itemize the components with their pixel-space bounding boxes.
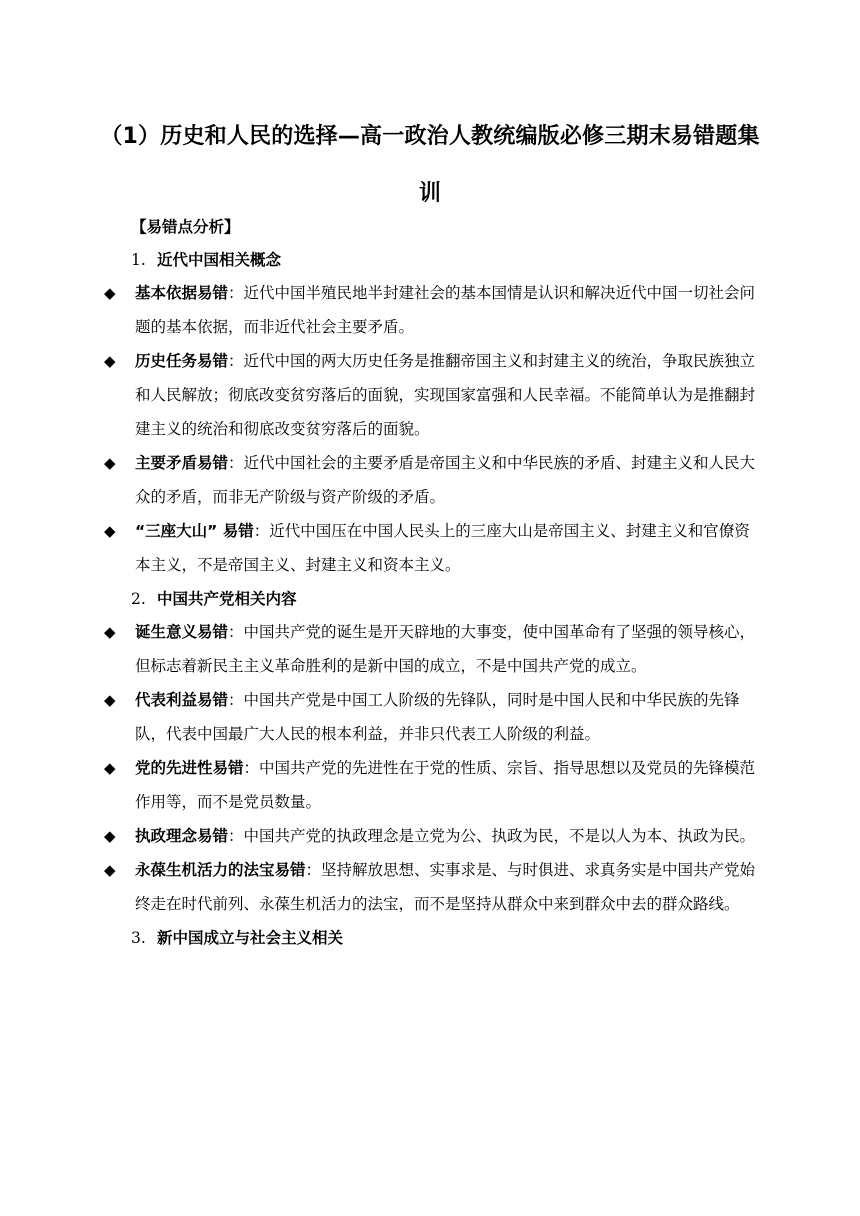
section-heading-1 [131,243,860,276]
item-label: 历史任务易错 [135,352,229,370]
diamond-bullet-icon: ◆ [104,827,116,845]
item-label: “三座大山” 易错 [135,522,254,540]
list-item [104,683,757,751]
item-label: 基本依据易错 [135,284,229,302]
item-text: ：中国共产党的诞生是开天辟地的大事变，使中国革命有了坚强的领导核心，但标志着新民主主义革命胜利的是新中国的成立，不是中国共产党的成立。 [135,623,756,675]
item-label: 主要矛盾易错 [135,454,229,472]
list-item [104,276,757,344]
diamond-bullet-icon: ◆ [104,454,116,472]
item-text: ：近代中国压在中国人民头上的三座大山是帝国主义、封建主义和官僚资本主义，不是帝国主义、封建主义和资本主义。 [135,522,750,574]
diamond-bullet-icon: ◆ [104,861,116,879]
list-item [104,819,757,853]
list-item [104,514,757,582]
section-number: 3. [131,929,146,947]
section-heading-text: 新中国成立与社会主义相关 [157,928,344,947]
list-item [104,446,757,514]
item-label: 执政理念易错 [135,827,229,845]
document-body [0,210,860,954]
list-item [104,344,757,446]
item-text: ：中国共产党的执政理念是立党为公、执政为民，不是以人为本、执政为民。 [228,827,756,845]
item-label: 党的先进性易错 [135,759,244,777]
diamond-bullet-icon: ◆ [104,691,116,709]
diamond-bullet-icon: ◆ [104,759,116,777]
item-text: ：中国共产党是中国工人阶级的先锋队，同时是中国人民和中华民族的先锋队，代表中国最广大人民的根本利益，并非只代表工人阶级的利益。 [135,691,740,743]
title-line-1: （1）历史和人民的选择—高一政治人教统编版必修三期末易错题集 [100,124,760,149]
analysis-heading: 【易错点分析】 [131,217,240,236]
section-heading-2 [131,582,860,615]
list-item [104,615,757,683]
section-heading-text: 中国共产党相关内容 [157,589,297,608]
list-item [104,751,757,819]
section-heading-text: 近代中国相关概念 [157,250,282,269]
section-number: 2. [131,590,146,608]
item-label: 代表利益易错 [135,691,229,709]
diamond-bullet-icon: ◆ [104,352,116,370]
item-text: ：近代中国半殖民地半封建社会的基本国情是认识和解决近代中国一切社会问题的基本依据，而非近代社会主要矛盾。 [135,284,756,336]
section-number: 1. [131,251,146,269]
item-label: 永葆生机活力的法宝易错 [135,861,306,879]
diamond-bullet-icon: ◆ [104,522,116,540]
diamond-bullet-icon: ◆ [104,623,116,641]
item-text: ：坚持解放思想、实事求是、与时俱进、求真务实是中国共产党始终走在时代前列、永葆生机活力的法宝，而不是坚持从群众中来到群众中去的群众路线。 [135,861,756,913]
document-title [100,108,760,222]
list-item [104,853,757,921]
item-text: ：中国共产党的先进性在于党的性质、宗旨、指导思想以及党员的先锋模范作用等，而不是党员数量。 [135,759,756,811]
item-text: ：近代中国的两大历史任务是推翻帝国主义和封建主义的统治，争取民族独立和人民解放；彻底改变贫穷落后的面貌，实现国家富强和人民幸福。不能简单认为是推翻封建主义的统治和彻底改变贫穷落后的面貌。 [135,352,756,438]
item-text: ：近代中国社会的主要矛盾是帝国主义和中华民族的矛盾、封建主义和人民大众的矛盾，而非无产阶级与资产阶级的矛盾。 [135,454,756,506]
item-label: 诞生意义易错 [135,623,229,641]
diamond-bullet-icon: ◆ [104,284,116,302]
title-line-2: 训 [418,181,442,206]
section-heading-3 [131,921,860,954]
